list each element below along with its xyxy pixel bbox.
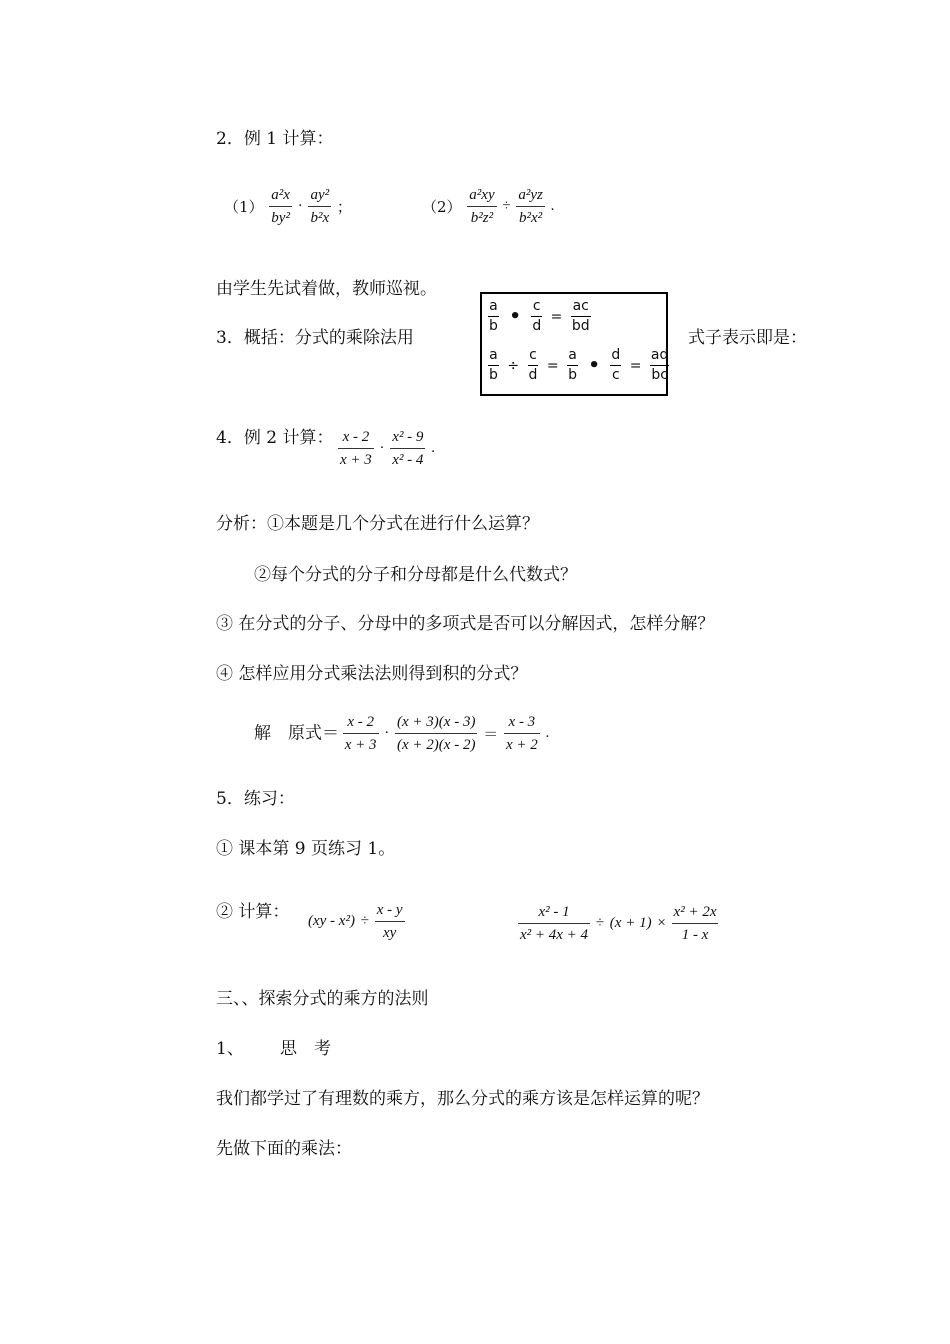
math-operator: = [550,308,563,325]
math-operator: . [545,725,550,741]
math-operator: ＝ [483,725,499,743]
math-operator: ÷ [360,913,369,929]
fraction-bar [571,316,591,317]
fraction-bar [395,733,477,734]
denominator: bd [571,318,590,334]
denominator: b [489,318,498,334]
numerator: x² - 9 [392,429,424,445]
math-term: (xy - x²) [308,913,355,929]
denominator: x² + 4x + 4 [520,927,589,943]
fraction [504,713,540,754]
numerator: ad [650,347,669,363]
math-operator: • [588,355,600,376]
fraction [531,298,542,335]
numerator: (x + 3)(x - 3) [397,714,476,730]
math-operator: = [629,357,642,374]
numerator: c [529,347,537,363]
numerator: x² + 2x [673,904,717,920]
analysis-line4: ④ 怎样应用分式乘法法则得到积的分式？ [216,664,528,684]
denominator: x + 3 [344,737,377,753]
think-heading: 思 考 [280,1039,331,1059]
fraction [518,903,590,944]
fraction-bar [531,316,542,317]
fraction-bar [488,316,499,317]
think-number: 1、 [216,1039,244,1059]
fraction-bar [467,206,496,207]
fraction [269,186,292,227]
multiply-dot: · [297,198,303,214]
denominator: bc [651,367,668,383]
numerator: d [611,347,621,363]
numerator: ac [572,298,589,314]
denominator: c [611,367,620,383]
denominator: b [489,367,498,383]
analysis-line1: 分析：①本题是几个分式在进行什么运算？ [216,514,539,534]
analysis-line2: ②每个分式的分子和分母都是什么代数式？ [254,565,577,585]
denominator: d [528,367,538,383]
analysis-line3: ③ 在分式的分子、分母中的多项式是否可以分解因式，怎样分解？ [216,614,715,634]
fraction [516,186,545,227]
denominator: b [568,367,577,383]
fraction-bar [528,365,539,366]
fraction-bar [375,921,405,922]
example1-part2 [420,186,556,227]
fraction-bar [518,923,590,924]
fraction-bar [343,733,379,734]
fraction [650,347,669,384]
period: . [550,198,555,214]
example1-note: 由学生先试着做，教师巡视。 [216,279,437,299]
multiplication-rule [488,298,591,335]
fraction [567,347,578,384]
denominator: by² [271,210,290,226]
example1-label1: （1） [224,198,264,216]
fraction [467,186,496,227]
numerator: x - y [376,902,403,918]
example1-heading: 2．例 1 计算： [216,129,334,149]
fraction-bar [488,365,499,366]
math-operator: × [657,915,666,931]
math-operator: = [546,357,559,374]
math-operator: ÷ [507,357,520,374]
numerator: x² - 1 [538,904,570,920]
fraction-bar [650,365,669,366]
summary-heading: 3．概括：分式的乘除法用 [216,328,414,348]
fraction [390,428,425,469]
denominator: b²x² [519,210,543,226]
numerator: x - 2 [347,714,374,730]
fraction-bar [390,448,425,449]
division-rule [488,347,669,384]
math-term: (x + 1) [609,915,652,931]
separator: ； [336,200,352,216]
fraction [672,903,719,944]
math-operator: · [379,440,385,456]
math-operator: . [431,440,435,456]
numerator: c [532,298,541,314]
summary-tail: 式子表示即是： [688,328,807,348]
exponent-question: 我们都学过了有理数的乘方，那么分式的乘方该是怎样运算的呢？ [216,1089,709,1109]
fraction [488,347,499,384]
numerator: a²yz [518,187,543,203]
denominator: x + 2 [505,737,538,753]
example2-expression [338,428,437,469]
practice-heading: 5．练习： [216,789,295,809]
practice-item1: ① 课本第 9 页练习 1。 [216,839,396,859]
fraction-bar [567,365,578,366]
fraction-bar [308,206,331,207]
fraction [338,428,374,469]
denominator: x + 3 [340,452,372,468]
numerator: x - 2 [342,429,370,445]
example1-part1 [222,186,354,227]
fraction-bar [610,365,621,366]
fraction-bar [672,923,719,924]
rules-formula-box [480,292,668,396]
divide-sign: ÷ [502,198,511,214]
fraction-bar [338,448,374,449]
denominator: d [532,318,542,334]
numerator: a [568,347,577,363]
numerator: a [489,347,498,363]
fraction-bar [504,733,540,734]
solution-line [254,713,551,754]
numerator: a [489,298,498,314]
denominator: (x + 2)(x - 2) [397,737,476,753]
fraction [610,347,621,384]
fraction [308,186,331,227]
fraction-bar [516,206,545,207]
fraction [571,298,591,335]
denominator: x² - 4 [392,452,424,468]
denominator: b²x [310,210,330,226]
math-operator: ÷ [595,915,605,931]
multiplication-prompt: 先做下面的乘法： [216,1139,352,1159]
part3-heading: 三、、探索分式的乘方的法则 [216,989,429,1009]
fraction [375,901,405,942]
practice-item2-label: ② 计算： [216,902,290,922]
numerator: a²x [271,187,290,203]
numerator: a²xy [469,187,495,203]
numerator: ay² [310,187,330,203]
numerator: x - 3 [508,714,536,730]
math-operator: · [384,725,390,741]
math-operator: • [509,306,521,327]
fraction-bar [269,206,292,207]
fraction [488,298,499,335]
example2-heading: 4．例 2 计算： [216,428,334,448]
practice-expression2 [518,903,718,944]
denominator: b²z² [470,210,494,226]
denominator: 1 - x [681,927,709,943]
fraction [395,713,477,754]
denominator: xy [382,925,397,941]
practice-expression1 [308,901,405,942]
math-term: 解 原式＝ [254,723,339,744]
example1-label2: （2） [422,198,462,216]
fraction [528,347,539,384]
fraction [343,713,379,754]
